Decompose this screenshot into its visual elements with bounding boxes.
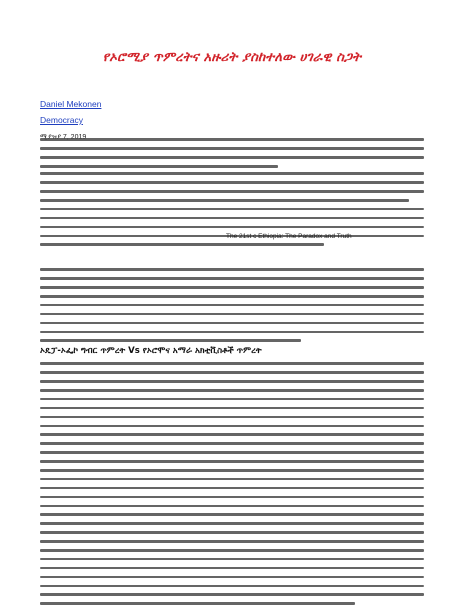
paragraph-3 <box>40 262 424 342</box>
document-title: የኦሮሚያ ጥምረትና አዙሪት ያስከተለው ሀገራዊ ስጋት <box>102 50 362 65</box>
paragraph-4 <box>40 356 424 605</box>
category-link[interactable]: Democracy <box>40 115 83 125</box>
paragraph-1 <box>40 132 424 168</box>
intro-quote: The 21st c Ethiopia: The Paradox and Truth <box>226 233 352 240</box>
author-link[interactable]: Daniel Mekonen <box>40 99 102 109</box>
section-heading: ኦዴፓ-ኦፌኮ ግብር ጥምረት Vs የኦሮሞና አማራ አክቲቪስቶች ጥምረት <box>40 346 262 356</box>
